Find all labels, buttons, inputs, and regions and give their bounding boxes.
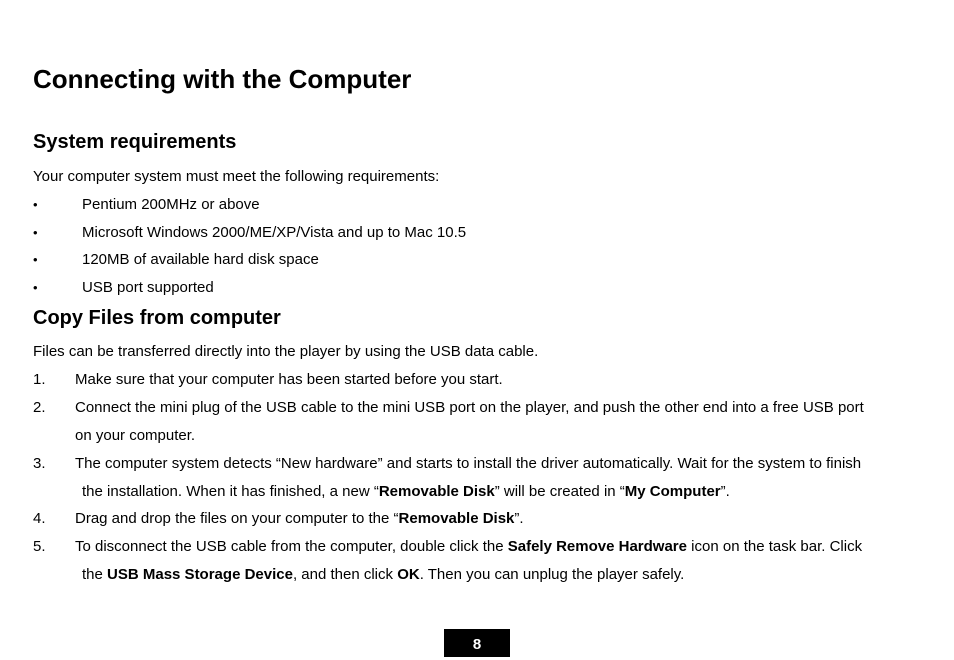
step-text-continued	[82, 482, 730, 502]
step-number: 2.	[33, 399, 46, 416]
text-run: icon on the task bar. Click	[687, 538, 863, 555]
step-text-continued	[82, 565, 684, 585]
step-text: Make sure that your computer has been started before you start.	[75, 371, 503, 388]
text-run: the installation. When it has finished, a new “	[82, 483, 379, 500]
step-text: Connect the mini plug of the USB cable to the mini USB port on the player, and push the other end into a free USB port	[75, 399, 864, 416]
step-text-continued: on your computer.	[75, 427, 196, 444]
step-text: The computer system detects “New hardware” and starts to install the driver automatically. Wait for the system to finish	[75, 455, 862, 472]
system-requirements-heading: System requirements	[33, 131, 237, 153]
system-requirements-intro: Your computer system must meet the following requirements:	[33, 168, 440, 185]
list-item-text: 120MB of available hard disk space	[82, 251, 319, 268]
text-run: . Then you can unplug the player safely.	[419, 566, 685, 583]
ok-emphasis: OK	[397, 566, 420, 583]
safely-remove-hardware-emphasis: Safely Remove Hardware	[507, 538, 687, 555]
my-computer-emphasis: My Computer	[624, 483, 721, 500]
step-number: 4.	[33, 510, 46, 527]
usb-mass-storage-emphasis: USB Mass Storage Device	[107, 566, 293, 583]
text-run: ” will be created in “	[494, 483, 625, 500]
copy-files-heading: Copy Files from computer	[33, 307, 281, 329]
page-number-badge: 8	[444, 629, 510, 657]
text-run: the	[82, 566, 108, 583]
list-item-text: USB port supported	[82, 279, 214, 296]
text-run: To disconnect the USB cable from the computer, double click the	[75, 538, 508, 555]
bullet-icon: •	[33, 252, 38, 267]
step-text	[75, 509, 524, 529]
step-number: 5.	[33, 538, 46, 555]
removable-disk-emphasis: Removable Disk	[398, 510, 515, 527]
bullet-icon: •	[33, 280, 38, 295]
bullet-icon: •	[33, 197, 38, 212]
text-run: , and then click	[292, 566, 398, 583]
step-number: 1.	[33, 371, 46, 388]
text-run: ”.	[720, 483, 730, 500]
removable-disk-emphasis: Removable Disk	[378, 483, 495, 500]
bullet-icon: •	[33, 225, 38, 240]
text-run: ”.	[514, 510, 524, 527]
copy-files-intro: Files can be transferred directly into the player by using the USB data cable.	[33, 343, 539, 360]
step-number: 3.	[33, 455, 46, 472]
text-run: Drag and drop the files on your computer to the “	[75, 510, 399, 527]
list-item-text: Microsoft Windows 2000/ME/XP/Vista and up to Mac 10.5	[82, 224, 467, 241]
list-item-text: Pentium 200MHz or above	[82, 196, 260, 213]
page-title: Connecting with the Computer	[33, 64, 412, 94]
step-text	[75, 537, 862, 557]
